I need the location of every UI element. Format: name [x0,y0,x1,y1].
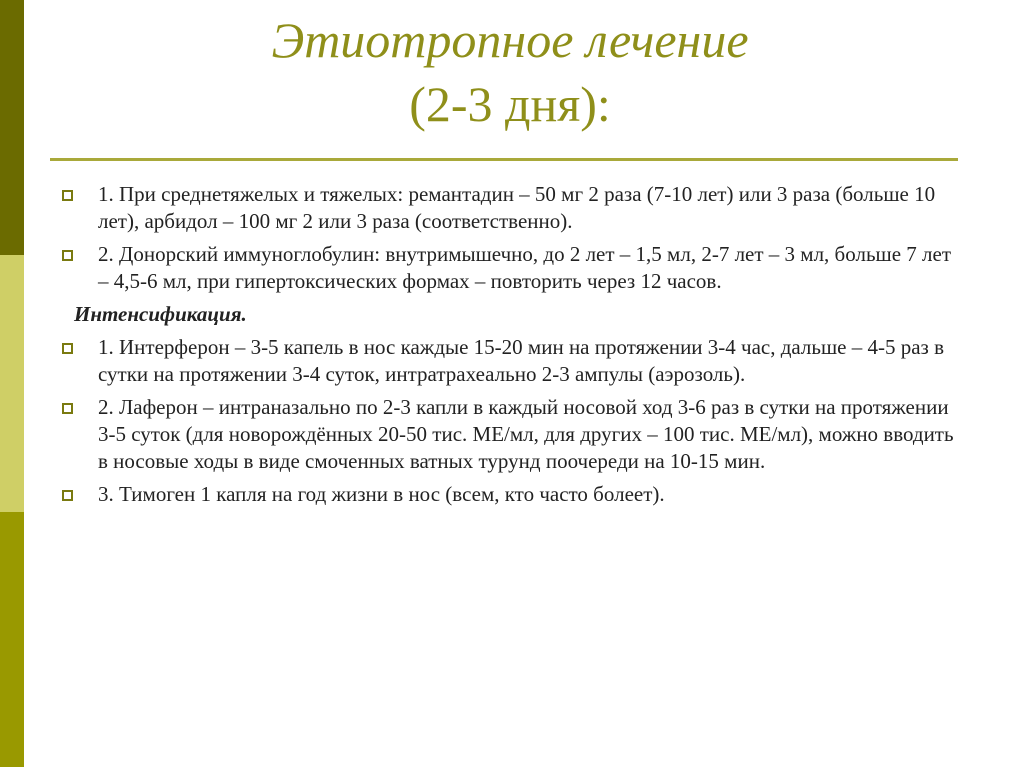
section-subheading: Интенсификация. [74,302,247,326]
list-item-text: 1. Интерферон – 3-5 капель в нос каждые 15-20 мин на протяжении 3-4 час, дальше – 4-5 раз в сутки на протяжении 3-4 суток, интратрахеально 2-3 ампулы (аэрозоль). [98,335,944,386]
side-bar-segment-middle [0,255,24,512]
side-bar-segment-bottom [0,512,24,767]
list-item [60,394,965,475]
list-item-text: 1. При среднетяжелых и тяжелых: ремантадин – 50 мг 2 раза (7-10 лет) или 3 раза (больше 10 лет), арбидол – 100 мг 2 или 3 раза (соответственно). [98,182,936,233]
square-bullet-icon [62,490,73,501]
side-bar-segment-top [0,0,24,255]
slide-content [60,181,965,514]
square-bullet-icon [62,343,73,354]
title-line-2: (2-3 дня): [409,76,611,132]
list-item-text: 2. Донорский иммуноглобулин: внутримышечно, до 2 лет – 1,5 мл, 2-7 лет – 3 мл, больше 7 лет – 4,5-6 мл, при гипертоксических формах – повторить через 12 часов. [98,242,951,293]
square-bullet-icon [62,190,73,201]
title-line-1: Этиотропное лечение [271,12,749,68]
slide-title [60,8,960,136]
list-item-text: 2. Лаферон – интраназально по 2-3 капли в каждый носовой ход 3-6 раз в сутки на протяжении 3-5 суток (для новорождённых 20-50 тис. МЕ/мл, для других – 100 тис. МЕ/мл), можно вводить в носовые ходы в виде смоченных ватных турунд поочереди на 10-15 мин. [98,395,954,473]
list-item [60,334,965,388]
square-bullet-icon [62,250,73,261]
list-item [60,181,965,235]
title-divider [50,158,958,161]
list-item [60,241,965,295]
square-bullet-icon [62,403,73,414]
side-color-bar [0,0,24,767]
list-item [60,481,965,508]
list-item-text: 3. Тимоген 1 капля на год жизни в нос (всем, кто часто болеет). [98,482,665,506]
